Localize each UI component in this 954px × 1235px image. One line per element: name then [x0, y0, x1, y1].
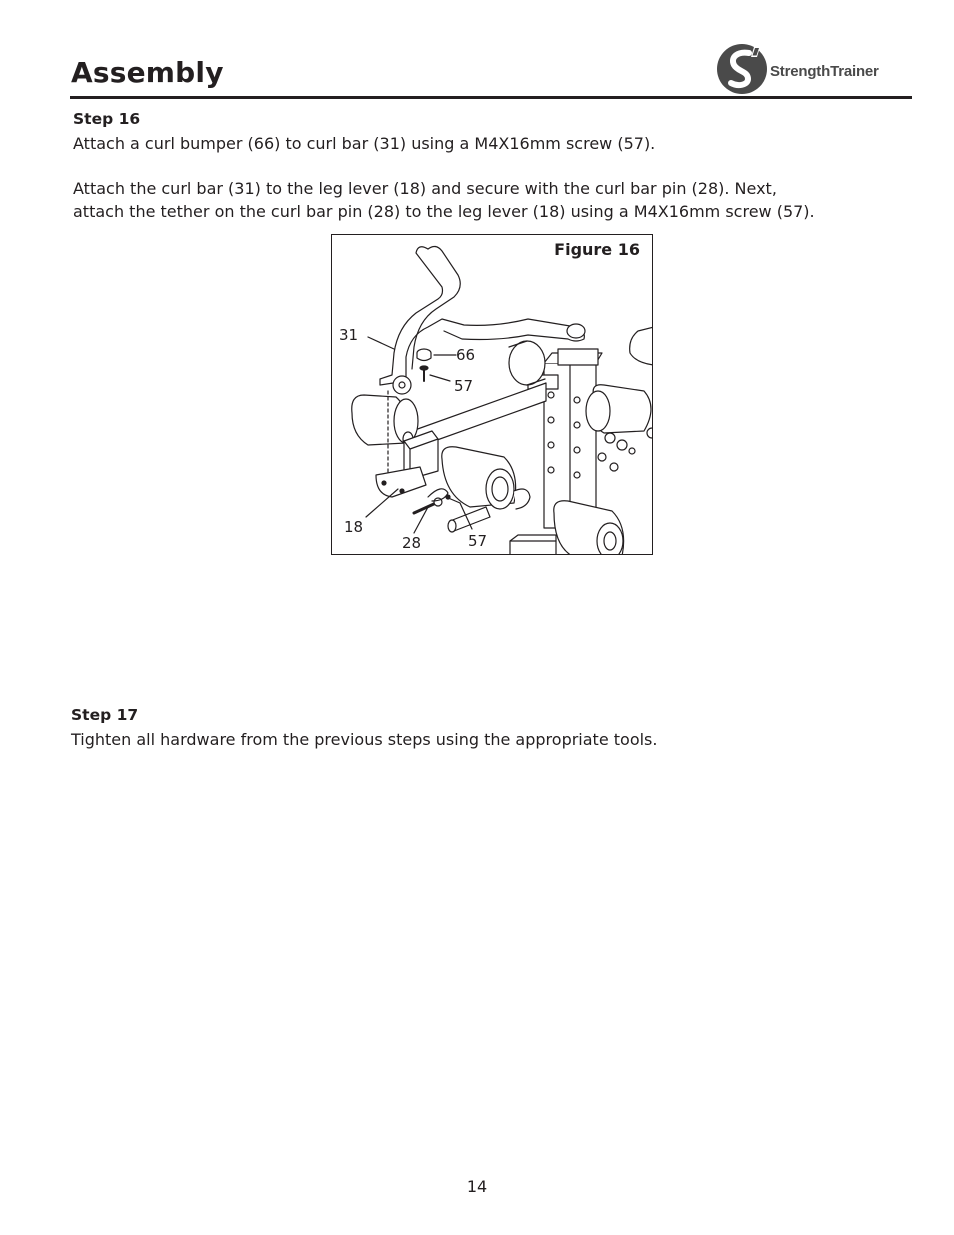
step16-paragraph2-line2: attach the tether on the curl bar pin (28) to the leg lever (18) using a M4X16mm screw (57).: [73, 202, 815, 221]
figure-caption: Figure 16: [554, 240, 640, 259]
step17-heading: Step 17: [71, 706, 139, 724]
brand-logo: [716, 41, 916, 97]
callout-18: 18: [344, 518, 364, 536]
step17-paragraph: Tighten all hardware from the previous steps using the appropriate tools.: [71, 730, 658, 749]
step16-paragraph1: Attach a curl bumper (66) to curl bar (31) using a M4X16mm screw (57).: [73, 134, 656, 153]
callout-28: 28: [402, 534, 422, 552]
assembly-illustration: [332, 235, 653, 555]
figure-16: [331, 234, 653, 555]
callout-57-lower: 57: [468, 532, 488, 550]
header-rule: [70, 96, 912, 99]
page-number: 14: [466, 1177, 488, 1196]
step16-paragraph2-line1: Attach the curl bar (31) to the leg lever (18) and secure with the curl bar pin (28). Next,: [73, 179, 777, 198]
callout-66: 66: [456, 346, 476, 364]
callout-31: 31: [339, 326, 359, 344]
strength-trainer-logo-icon: [716, 41, 770, 95]
page-title: Assembly: [71, 56, 224, 89]
step16-heading: Step 16: [73, 110, 141, 128]
brand-name: StrengthTrainer: [770, 63, 879, 80]
callout-57-upper: 57: [454, 377, 474, 395]
